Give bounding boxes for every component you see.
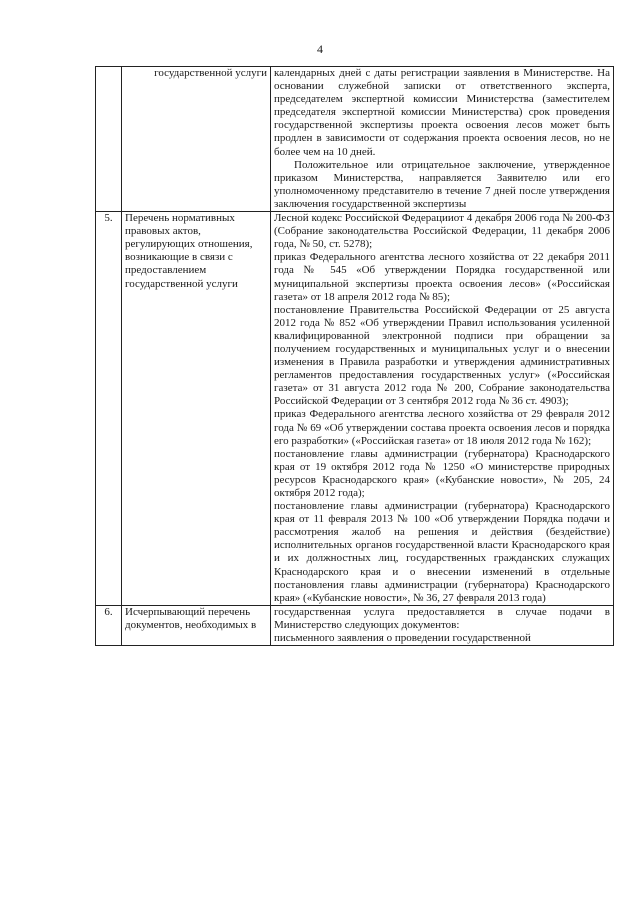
regulation-table: [95, 66, 614, 646]
row-content: [271, 212, 614, 606]
paragraph: Положительное или отрицательное заключение, утвержденное приказом Министерства, направляется Заявителю или его уполномоченному представителю в течение 7 дней после утверждения заключения государственной экспертизы: [274, 158, 610, 210]
row-title: государственной услуги: [122, 67, 271, 212]
table-row: [96, 605, 614, 645]
row-number: 5.: [96, 212, 122, 606]
paragraph: постановление главы администрации (губернатора) Краснодарского края от 11 февраля 2013 № 100 «Об утверждении Порядка подачи и рассмотрения жалоб на решения и действия (бездействие) исполнительных органов государственной власти Краснодарского края и их должностных лиц, государственных гражданских служащих Краснодарского края и о внесении изменений в отдельные постановления главы администрации (губернатора) Краснодарского края» («Кубанские новости», № 36, 27 февраля 2013 года): [274, 500, 610, 604]
row-title: Перечень нормативных правовых актов, регулирующих отношения, возникающие в связи с предоставлением государственной услуги: [122, 212, 271, 606]
paragraph: государственная услуга предоставляется в случае подачи в Министерство следующих документов:: [274, 605, 610, 631]
table-row: [96, 212, 614, 606]
row-title-text: Исчерпывающий перечень документов, необходимых в: [125, 605, 257, 631]
row-content: [271, 67, 614, 212]
paragraph: Лесной кодекс Российской Федерацииот 4 декабря 2006 года № 200-ФЗ (Собрание законодательства Российской Федерации, 11 декабря 2006 года, № 50, ст. 5278);: [274, 212, 610, 251]
paragraph: приказ Федерального агентства лесного хозяйства от 29 февраля 2012 года № 69 «Об утверждении состава проекта освоения лесов и порядка его разработки» («Российская газета» от 18 июля 2012 года № 162);: [274, 408, 610, 447]
paragraph: приказ Федерального агентства лесного хозяйства от 22 декабря 2011 года № 545 «Об утверждении Порядка государственной или муниципальной экспертизы проекта освоения лесов» («Российская газета» от 18 апреля 2012 года № 85);: [274, 251, 610, 303]
row-content: [271, 605, 614, 645]
paragraph: письменного заявления о проведении государственной: [274, 632, 531, 645]
paragraph: постановление Правительства Российской Федерации от 25 августа 2012 года № 852 «Об утверждении Правил использования усиленной квалифицированной электронной подписи при обращении за получением государственных и муниципальных услуг и о внесении изменения в Правила разработки и утверждения административных регламентов предоставления государственных услуг» («Российская газета» от 31 августа 2012 года № 200, Собрание законодательства Российской Федерации от 3 сентября 2012 года № 36 ст. 4903);: [274, 303, 610, 408]
paragraph: календарных дней с даты регистрации заявления в Министерстве. На основании служебной записки от ответственного эксперта, председателем экспертной комиссии Министерства (заместителем председателя экспертной комиссии Министерства) срок проведения государственной экспертизы проекта освоения лесов может быть продлен в зависимости от содержания проекта освоения лесов, но не более чем на 10 дней.: [274, 67, 610, 158]
table-row: [96, 67, 614, 212]
paragraph: постановление главы администрации (губернатора) Краснодарского края от 19 октября 2012 года № 1250 «О министерстве природных ресурсов Краснодарского края» («Кубанские новости», № 205, 24 октября 2012 года);: [274, 447, 610, 499]
row-title: [122, 605, 271, 645]
row-content-clip: [274, 606, 610, 645]
row-number: 6.: [96, 605, 122, 645]
page-number: 4: [317, 42, 323, 56]
row-number: [96, 67, 122, 212]
